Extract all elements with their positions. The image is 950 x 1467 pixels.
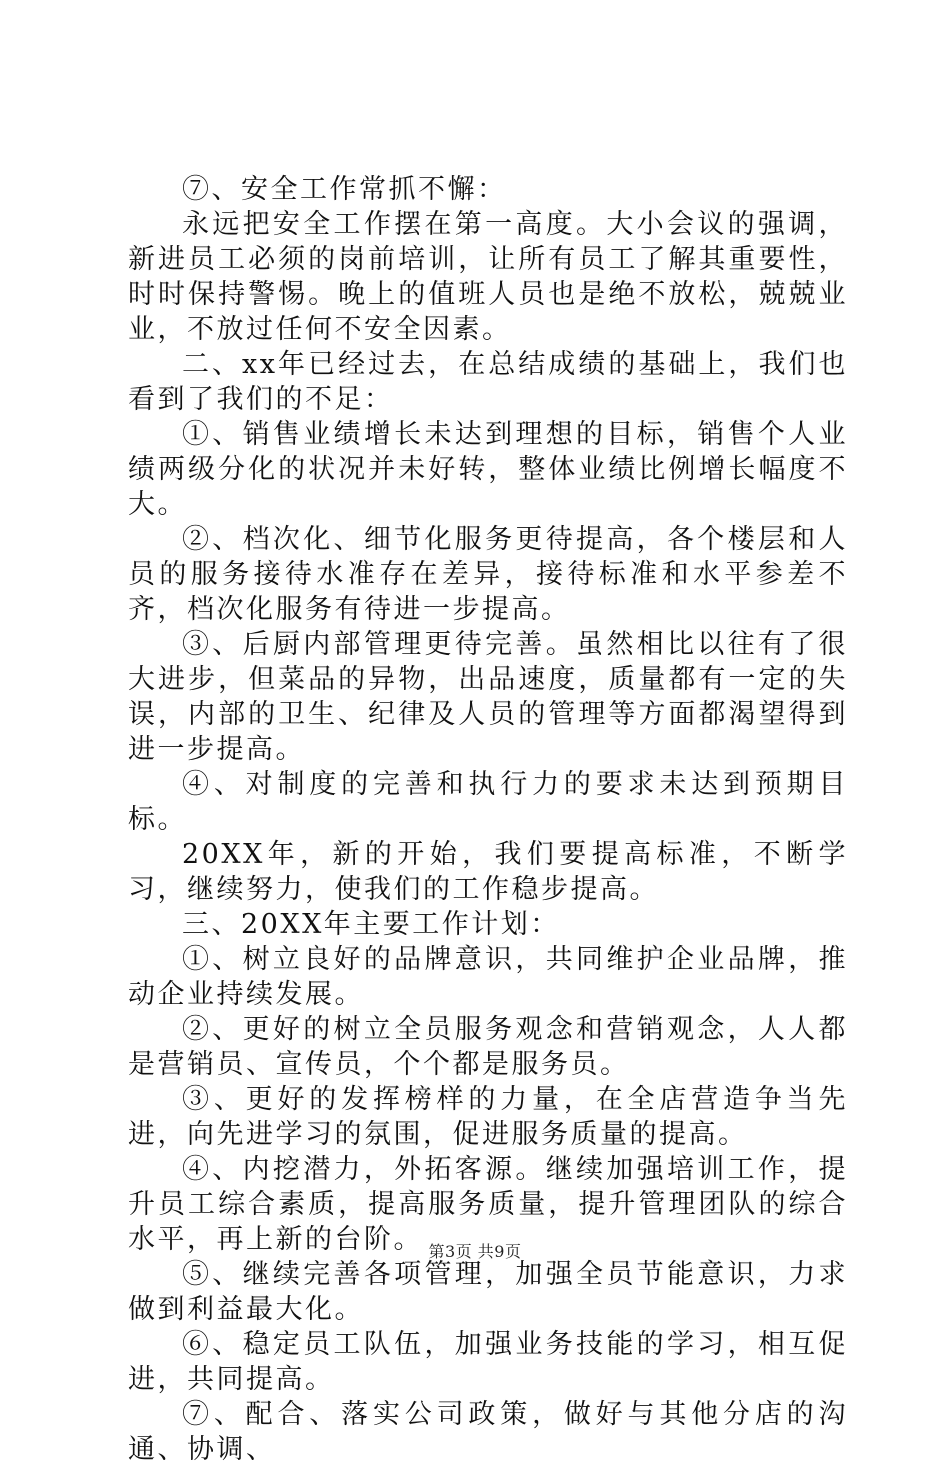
paragraph-new-year: 20XX年，新的开始，我们要提高标准，不断学习，继续努力，使我们的工作稳步提高。	[128, 839, 848, 905]
paragraph-safety-body: 永远把安全工作摆在第一高度。大小会议的强调，新进员工必须的岗前培训，让所有员工了解其重要性，时时保持警惕。晚上的值班人员也是绝不放松，兢兢业业，不放过任何不安全因素。	[128, 209, 848, 345]
paragraph-plan-heading: 三、20XX年主要工作计划：	[182, 909, 560, 940]
paragraph-plan-6: ⑥、稳定员工队伍，加强业务技能的学习，相互促进，共同提高。	[128, 1329, 848, 1395]
paragraph-shortcoming-2: ②、档次化、细节化服务更待提高，各个楼层和人员的服务接待水准存在差异，接待标准和水平参差不齐，档次化服务有待进一步提高。	[128, 524, 848, 625]
document-body	[128, 172, 848, 1467]
paragraph-shortcomings-heading: 二、xx年已经过去，在总结成绩的基础上，我们也看到了我们的不足：	[128, 349, 848, 415]
page-number-footer: 第3页 共9页	[428, 1242, 522, 1261]
paragraph-safety-heading: ⑦、安全工作常抓不懈：	[182, 174, 507, 205]
paragraph-shortcoming-3: ③、后厨内部管理更待完善。虽然相比以往有了很大进步，但菜品的异物，出品速度，质量都有一定的失误，内部的卫生、纪律及人员的管理等方面都渴望得到进一步提高。	[128, 629, 848, 765]
paragraph-plan-7: ⑦、配合、落实公司政策，做好与其他分店的沟通、协调、	[128, 1399, 848, 1465]
paragraph-plan-5: ⑤、继续完善各项管理，加强全员节能意识，力求做到利益最大化。	[128, 1259, 848, 1325]
paragraph-plan-1: ①、树立良好的品牌意识，共同维护企业品牌，推动企业持续发展。	[128, 944, 848, 1010]
paragraph-plan-4: ④、内挖潜力，外拓客源。继续加强培训工作，提升员工综合素质，提高服务质量，提升管理团队的综合水平，再上新的台阶。	[128, 1154, 848, 1255]
paragraph-plan-3: ③、更好的发挥榜样的力量，在全店营造争当先进，向先进学习的氛围，促进服务质量的提高。	[128, 1084, 848, 1150]
paragraph-plan-2: ②、更好的树立全员服务观念和营销观念，人人都是营销员、宣传员，个个都是服务员。	[128, 1014, 848, 1080]
paragraph-shortcoming-1: ①、销售业绩增长未达到理想的目标，销售个人业绩两级分化的状况并未好转，整体业绩比例增长幅度不大。	[128, 419, 848, 520]
paragraph-shortcoming-4: ④、对制度的完善和执行力的要求未达到预期目标。	[128, 769, 848, 835]
